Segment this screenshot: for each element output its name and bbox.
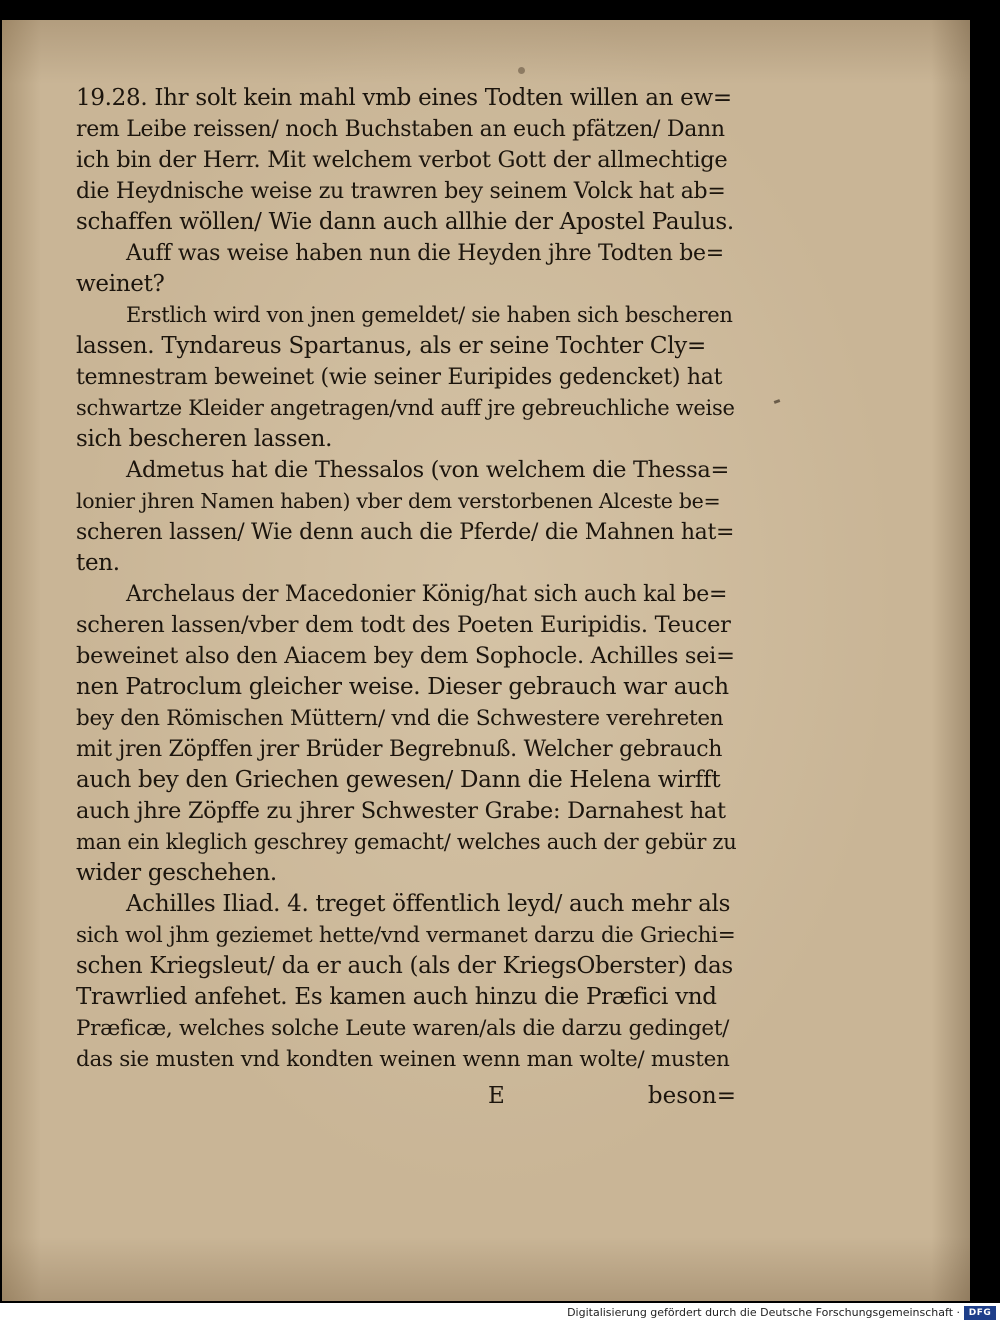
text-line: auch jhre Zöpffe zu jhrer Schwester Grabe: Darnahest hat — [76, 798, 726, 824]
text-line: rem Leibe reissen/ noch Buchstaben an euch pfätzen/ Dann — [76, 117, 725, 142]
text-line: man ein kleglich geschrey gemacht/ welches auch der gebür zu — [76, 830, 737, 854]
text-line: Achilles Iliad. 4. treget öffentlich leyd/ auch mehr als — [126, 891, 731, 917]
text-line: schen Kriegsleut/ da er auch (als der KriegsOberster) das — [76, 953, 733, 979]
text-line: wider geschehen. — [76, 860, 277, 886]
page-text — [76, 83, 736, 1075]
ink-spot — [518, 67, 525, 74]
text-line: Archelaus der Macedonier König/hat sich auch kal be= — [126, 582, 728, 607]
catchword: beson= — [647, 1083, 736, 1109]
text-line: lonier jhren Namen haben) vber dem verstorbenen Alceste be= — [76, 489, 721, 513]
funding-credit: Digitalisierung gefördert durch die Deutsche Forschungsgemeinschaft · — [567, 1306, 960, 1319]
page-footer-marks — [76, 1081, 736, 1112]
text-line: Admetus hat die Thessalos (von welchem die Thessa= — [126, 457, 730, 483]
text-line: schwartze Kleider angetragen/vnd auff jre gebreuchliche weise — [76, 396, 735, 420]
text-line: das sie musten vnd kondten weinen wenn man wolte/ musten — [76, 1047, 730, 1072]
text-line: ten. — [76, 550, 120, 576]
text-line: 19.28. Ihr solt kein mahl vmb eines Todten willen an ew= — [76, 85, 732, 111]
text-line: Trawrlied anfehet. Es kamen auch hinzu die Præfici vnd — [76, 984, 717, 1010]
text-line: scheren lassen/vber dem todt des Poeten Euripidis. Teucer — [76, 612, 731, 638]
digitization-footer — [0, 1303, 1000, 1323]
text-line: nen Patroclum gleicher weise. Dieser gebrauch war auch — [76, 674, 729, 700]
text-line: beweinet also den Aiacem bey dem Sophocle. Achilles sei= — [76, 643, 735, 669]
text-line: schaffen wöllen/ Wie dann auch allhie der Apostel Paulus. — [76, 209, 734, 235]
text-line: ich bin der Herr. Mit welchem verbot Gott der allmechtige — [76, 147, 728, 173]
text-line: Præficæ, welches solche Leute waren/als die darzu gedinget/ — [76, 1016, 730, 1041]
ink-mark — [774, 399, 781, 404]
signature-mark: E — [488, 1083, 505, 1109]
text-line: sich bescheren lassen. — [76, 426, 333, 452]
text-line: die Heydnische weise zu trawren bey seinem Volck hat ab= — [76, 179, 726, 204]
text-line: lassen. Tyndareus Spartanus, als er seine Tochter Cly= — [76, 333, 706, 359]
text-line: auch bey den Griechen gewesen/ Dann die Helena wirfft — [76, 767, 721, 793]
text-line: Auff was weise haben nun die Heyden jhre Todten be= — [126, 241, 724, 266]
text-line: Erstlich wird von jnen gemeldet/ sie haben sich bescheren — [126, 303, 733, 327]
text-line: sich wol jhm geziemet hette/vnd vermanet darzu die Griechi= — [76, 923, 736, 948]
dfg-logo: DFG — [964, 1306, 996, 1320]
text-line: scheren lassen/ Wie denn auch die Pferde/ die Mahnen hat= — [76, 520, 735, 545]
text-line: bey den Römischen Müttern/ vnd die Schwestere verehreten — [76, 706, 724, 731]
text-line: temnestram beweinet (wie seiner Euripides gedencket) hat — [76, 365, 723, 390]
text-line: weinet? — [76, 271, 165, 297]
text-line: mit jren Zöpffen jrer Brüder Begrebnuß. Welcher gebrauch — [76, 737, 723, 762]
